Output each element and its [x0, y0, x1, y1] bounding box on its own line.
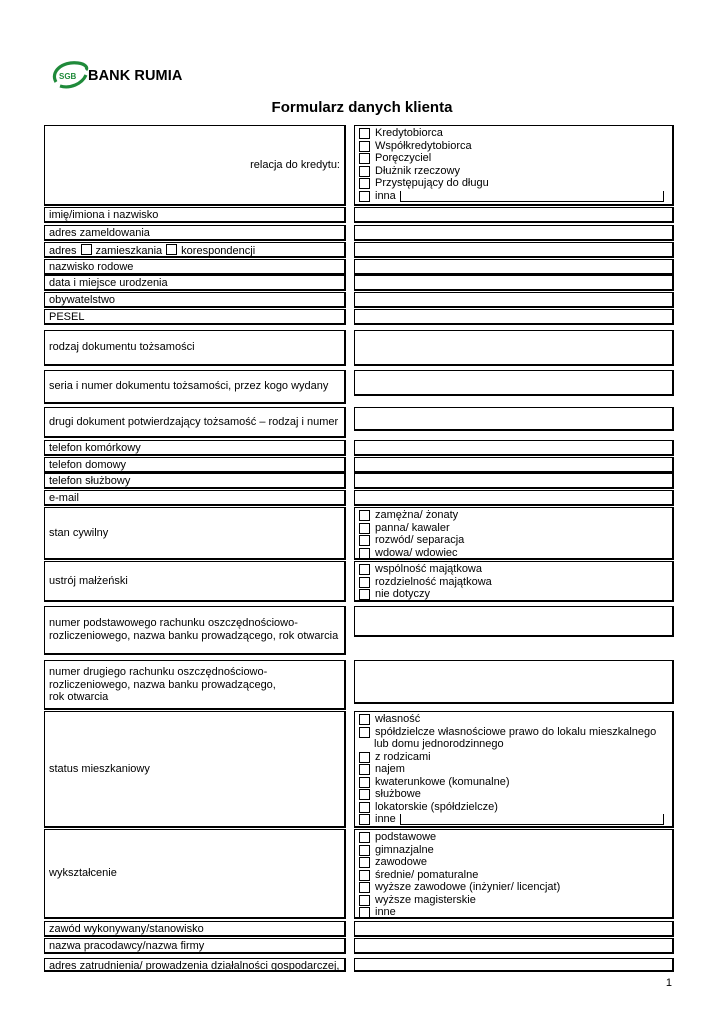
- employer-input[interactable]: [354, 938, 674, 954]
- education-option[interactable]: inne: [359, 906, 668, 919]
- checkbox[interactable]: [359, 589, 370, 600]
- property-label: ustrój małżeński: [49, 574, 128, 587]
- home-phone-input[interactable]: [354, 457, 674, 473]
- name-label: imię/imiona i nazwisko: [44, 207, 346, 223]
- id-type-input[interactable]: [354, 330, 674, 366]
- work-phone-input[interactable]: [354, 473, 674, 489]
- marital-option[interactable]: rozwód/ separacja: [359, 534, 668, 547]
- checkbox[interactable]: [359, 832, 370, 843]
- housing-option[interactable]: z rodzicami: [359, 751, 668, 764]
- education-option[interactable]: gimnazjalne: [359, 844, 668, 857]
- family-name-input[interactable]: [354, 259, 674, 275]
- checkbox[interactable]: [359, 870, 370, 881]
- housing-label: status mieszkaniowy: [49, 762, 150, 775]
- marital-option[interactable]: zamężna/ żonaty: [359, 509, 668, 522]
- second-account-input[interactable]: [354, 660, 674, 704]
- marital-options: [354, 507, 674, 560]
- occupation-input[interactable]: [354, 921, 674, 937]
- checkbox[interactable]: [359, 191, 370, 202]
- checkbox[interactable]: [359, 907, 370, 918]
- checkbox[interactable]: [359, 523, 370, 534]
- relation-option-other[interactable]: inna: [359, 190, 668, 203]
- property-options: [354, 561, 674, 602]
- name-input[interactable]: [354, 207, 674, 223]
- checkbox[interactable]: [359, 857, 370, 868]
- property-option[interactable]: wspólność majątkowa: [359, 563, 668, 576]
- housing-option[interactable]: kwaterunkowe (komunalne): [359, 776, 668, 789]
- relation-label-cell: [44, 125, 346, 206]
- registered-address-input[interactable]: [354, 225, 674, 241]
- birth-input[interactable]: [354, 275, 674, 291]
- education-option[interactable]: średnie/ pomaturalne: [359, 869, 668, 882]
- relation-other-input[interactable]: [400, 191, 664, 202]
- registered-address-label: adres zameldowania: [44, 225, 346, 241]
- family-name-label: nazwisko rodowe: [44, 259, 346, 275]
- marital-option[interactable]: panna/ kawaler: [359, 522, 668, 535]
- checkbox[interactable]: [359, 814, 370, 825]
- second-account-label-cell: [44, 660, 346, 710]
- housing-label-cell: [44, 711, 346, 828]
- relation-option-joiner[interactable]: Przystępujący do długu: [359, 177, 668, 190]
- second-id-label: drugi dokument potwierdzający tożsamość – rodzaj i numer: [49, 415, 339, 428]
- housing-option-cooperative-cont: lub domu jednorodzinnego: [374, 738, 504, 750]
- checkbox[interactable]: [359, 895, 370, 906]
- checkbox[interactable]: [359, 535, 370, 546]
- sgb-swoosh-icon: [50, 58, 90, 92]
- checkbox[interactable]: [359, 564, 370, 575]
- marital-label: stan cywilny: [49, 526, 109, 539]
- pesel-label: PESEL: [44, 309, 346, 325]
- property-option[interactable]: nie dotyczy: [359, 588, 668, 601]
- second-id-input[interactable]: [354, 407, 674, 431]
- checkbox[interactable]: [359, 752, 370, 763]
- education-option[interactable]: podstawowe: [359, 831, 668, 844]
- bank-logo: [50, 58, 190, 92]
- employment-address-input[interactable]: [354, 958, 674, 972]
- education-option[interactable]: wyższe zawodowe (inżynier/ licencjat): [359, 881, 668, 894]
- occupation-label: zawód wykonywany/stanowisko: [44, 921, 346, 937]
- housing-option-cooperative[interactable]: spółdzielcze własnościowe prawo do lokalu mieszkalnego: [359, 726, 668, 739]
- checkbox[interactable]: [359, 153, 370, 164]
- education-label: wykształcenie: [49, 867, 117, 880]
- second-id-label-cell: [44, 407, 346, 438]
- education-label-cell: [44, 829, 346, 919]
- id-type-label-cell: [44, 330, 346, 366]
- home-phone-label: telefon domowy: [44, 457, 346, 473]
- page-number: 1: [665, 977, 672, 989]
- education-option[interactable]: wyższe magisterskie: [359, 894, 668, 907]
- logo-badge-text: SGB: [59, 72, 77, 81]
- marital-label-cell: [44, 507, 346, 560]
- property-label-cell: [44, 561, 346, 602]
- checkbox[interactable]: [359, 178, 370, 189]
- main-account-label-cell: [44, 606, 346, 655]
- id-type-label: rodzaj dokumentu tożsamości: [49, 341, 195, 354]
- work-phone-label: telefon służbowy: [44, 473, 346, 489]
- checkbox[interactable]: [359, 845, 370, 856]
- main-account-input[interactable]: [354, 606, 674, 637]
- education-option[interactable]: zawodowe: [359, 856, 668, 869]
- marital-option[interactable]: wdowa/ wdowiec: [359, 547, 668, 560]
- address-input[interactable]: [354, 242, 674, 258]
- birth-label: data i miejsce urodzenia: [44, 275, 346, 291]
- citizenship-input[interactable]: [354, 292, 674, 308]
- checkbox[interactable]: [359, 882, 370, 893]
- email-label: e-mail: [44, 490, 346, 506]
- mobile-label: telefon komórkowy: [44, 440, 346, 456]
- checkbox[interactable]: [359, 777, 370, 788]
- id-number-label-cell: [44, 370, 346, 404]
- checkbox[interactable]: [359, 548, 370, 559]
- citizenship-label: obywatelstwo: [44, 292, 346, 308]
- education-options: [354, 829, 674, 919]
- second-account-label-line: rozliczeniowego, nazwa banku prowadzącego,: [49, 678, 276, 691]
- housing-other-input[interactable]: [400, 814, 664, 825]
- id-number-label: seria i numer dokumentu tożsamości, przez kogo wydany: [49, 380, 329, 393]
- checkbox[interactable]: [359, 510, 370, 521]
- checkbox[interactable]: [359, 789, 370, 800]
- checkbox[interactable]: [359, 764, 370, 775]
- checkbox[interactable]: [359, 166, 370, 177]
- checkbox[interactable]: [359, 577, 370, 588]
- housing-option[interactable]: lokatorskie (spółdzielcze): [359, 801, 668, 814]
- checkbox[interactable]: [359, 141, 370, 152]
- housing-option-other[interactable]: inne: [359, 813, 668, 826]
- id-number-input[interactable]: [354, 370, 674, 396]
- mobile-input[interactable]: [354, 440, 674, 456]
- bank-name: BANK RUMIA: [88, 68, 183, 84]
- relation-option-coborrower[interactable]: Współkredytobiorca: [359, 140, 668, 153]
- second-account-label-line: numer drugiego rachunku oszczędnościowo-: [49, 666, 268, 678]
- checkbox[interactable]: [359, 727, 370, 738]
- housing-option-ownership[interactable]: własność: [359, 713, 668, 726]
- main-account-label-line: numer podstawowego rachunku oszczędnościowo-: [49, 617, 298, 629]
- second-account-label-line: rok otwarcia: [49, 691, 109, 703]
- housing-option[interactable]: służbowe: [359, 788, 668, 801]
- page-title: Formularz danych klienta: [271, 99, 453, 116]
- email-input[interactable]: [354, 490, 674, 506]
- housing-options: [354, 711, 674, 828]
- employer-label: nazwa pracodawcy/nazwa firmy: [44, 938, 346, 954]
- relation-label: relacja do kredytu:: [250, 158, 340, 171]
- relation-option-borrower[interactable]: Kredytobiorca: [359, 127, 668, 140]
- relation-options: [354, 125, 674, 206]
- checkbox[interactable]: [359, 128, 370, 139]
- pesel-input[interactable]: [354, 309, 674, 325]
- relation-option-debtor[interactable]: Dłużnik rzeczowy: [359, 165, 668, 178]
- property-option[interactable]: rozdzielność majątkowa: [359, 576, 668, 589]
- housing-option[interactable]: najem: [359, 763, 668, 776]
- address-residence-checkbox[interactable]: [81, 244, 92, 255]
- main-account-label-line: rozliczeniowego, nazwa banku prowadzącego, rok otwarcia: [49, 629, 339, 642]
- checkbox[interactable]: [359, 714, 370, 725]
- relation-option-guarantor[interactable]: Poręczyciel: [359, 152, 668, 165]
- checkbox[interactable]: [359, 802, 370, 813]
- employment-address-label: adres zatrudnienia/ prowadzenia działalności gospodarczej,: [44, 958, 346, 972]
- address-correspondence-checkbox[interactable]: [166, 244, 177, 255]
- address-type-label: adres zamieszkania korespondencji: [44, 242, 346, 258]
